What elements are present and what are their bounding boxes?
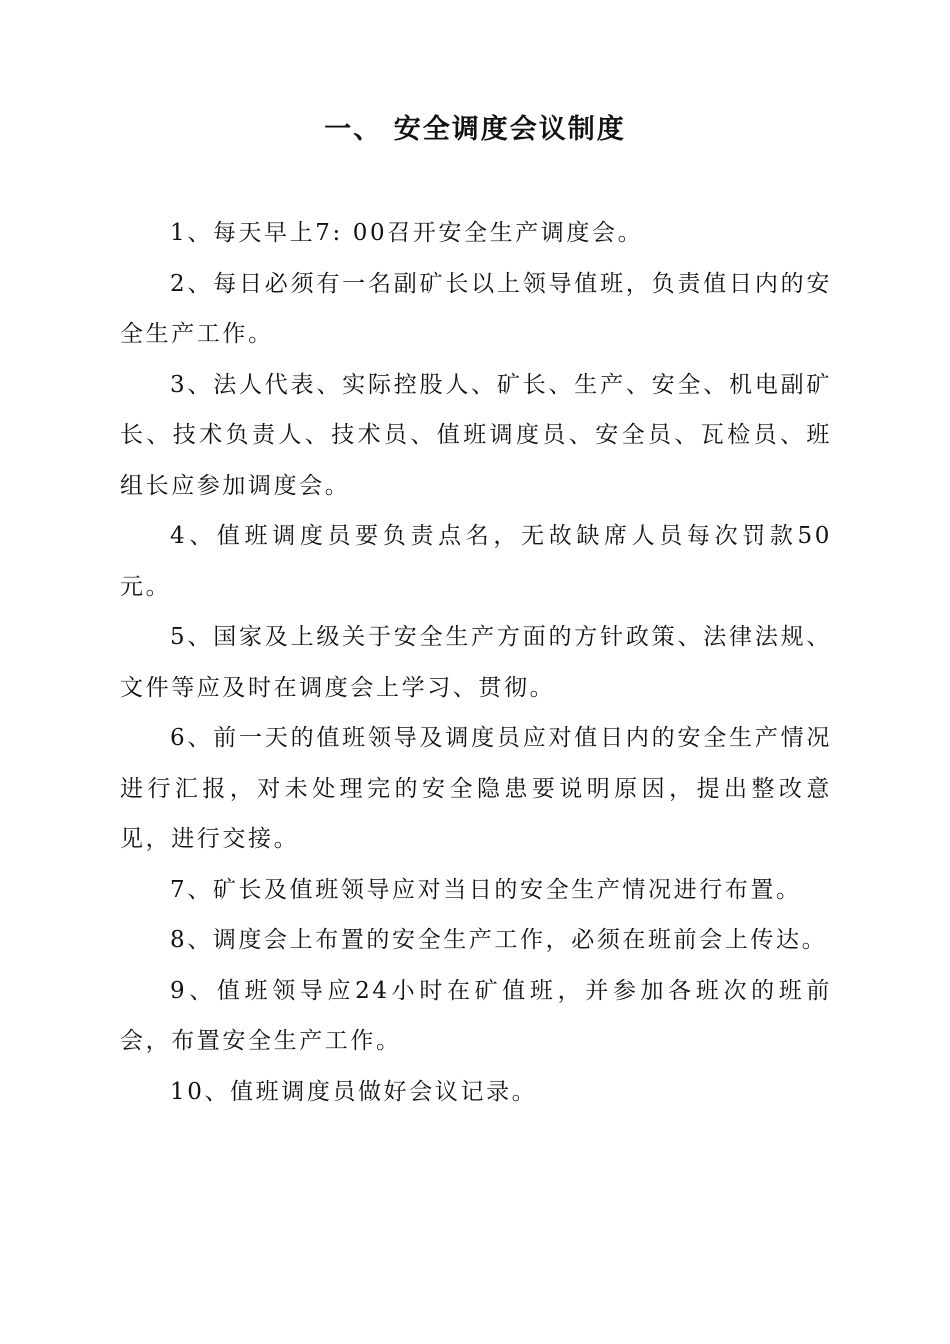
clause-10: 10、值班调度员做好会议记录。	[170, 1078, 538, 1105]
clause-1: 1、每天早上7: 00召开安全生产调度会。	[170, 220, 644, 246]
clause-7: 7、矿长及值班领导应对当日的安全生产情况进行布置。	[170, 876, 802, 903]
clause-2: 2、每日必须有一名副矿长以上领导值班，负责值日内的安全生产工作。	[120, 270, 832, 347]
document-title: 一、 安全调度会议制度	[324, 114, 626, 145]
clause-list	[120, 208, 832, 1117]
clause-8: 8、调度会上布置的安全生产工作，必须在班前会上传达。	[170, 927, 828, 953]
clause-9: 9、值班领导应24小时在矿值班，并参加各班次的班前会，布置安全生产工作。	[120, 977, 832, 1054]
clause-6: 6、前一天的值班领导及调度员应对值日内的安全生产情况进行汇报，对未处理完的安全隐患要说明原因，提出整改意见，进行交接。	[120, 725, 832, 852]
clause-5: 5、国家及上级关于安全生产方面的方针政策、法律法规、文件等应及时在调度会上学习、贯彻。	[120, 624, 832, 701]
clause-3: 3、法人代表、实际控股人、矿长、生产、安全、机电副矿长、技术负责人、技术员、值班调度员、安全员、瓦检员、班组长应参加调度会。	[120, 371, 832, 499]
clause-4: 4、值班调度员要负责点名，无故缺席人员每次罚款50元。	[120, 523, 832, 600]
